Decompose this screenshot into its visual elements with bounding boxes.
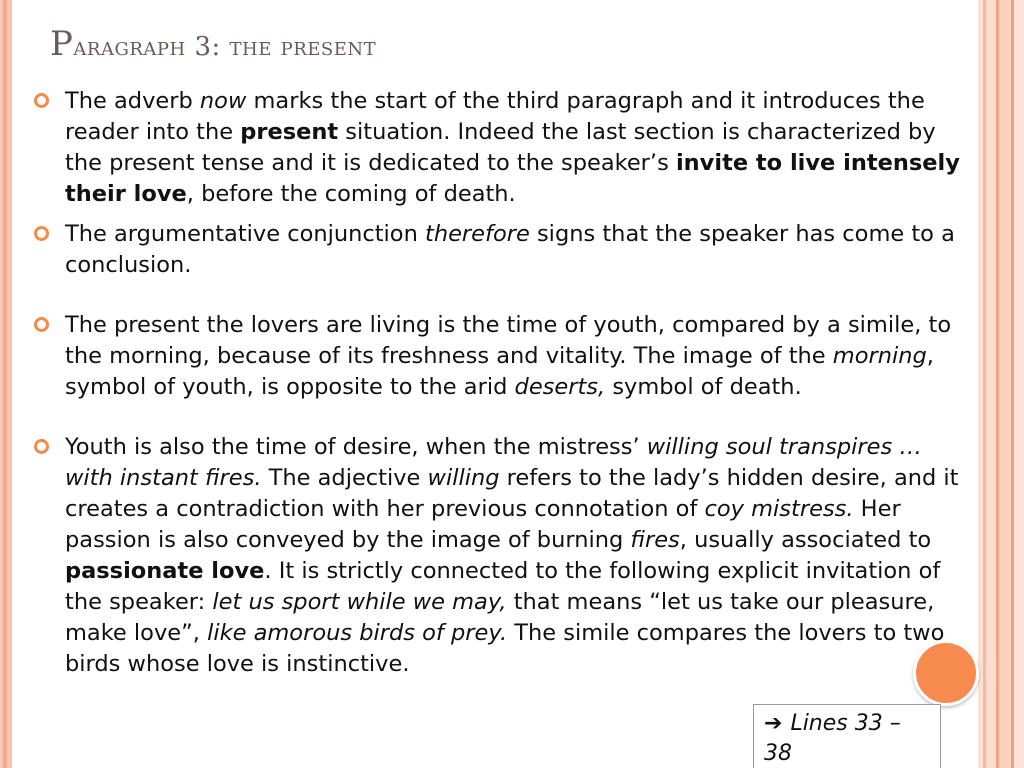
italic-run: like amorous birds of prey. bbox=[207, 620, 508, 646]
text-run: The present the lovers are living is the time of youth, compared by a simile, to the morning, because of its freshness and vitality. The image of the bbox=[65, 312, 952, 369]
italic-run: fires bbox=[630, 527, 680, 553]
text-run: that means “let us take our pleasure, make love”, bbox=[65, 589, 935, 646]
text-run: signs that the speaker has come to a conclusion. bbox=[65, 221, 955, 278]
text-run: Youth is also the time of desire, when the mistress’ bbox=[65, 434, 647, 460]
right-arrow-icon: ➔ bbox=[764, 711, 783, 736]
italic-run: willing soul transpires … with instant fires. bbox=[65, 434, 922, 491]
ring-bullet-icon bbox=[34, 439, 49, 454]
text-run: situation. Indeed the last section is characterized by the present tense and it is dedicated to the speaker’s bbox=[65, 119, 936, 176]
slide-title bbox=[50, 24, 376, 64]
ring-bullet-icon bbox=[34, 226, 49, 241]
ring-bullet-icon bbox=[34, 93, 49, 108]
bullet-text bbox=[65, 221, 955, 278]
text-run: , before the coming of death. bbox=[186, 181, 516, 207]
text-run: symbol of death. bbox=[605, 374, 802, 400]
bold-run: present bbox=[240, 119, 339, 145]
text-run: The argumentative conjunction bbox=[65, 221, 425, 247]
text-run: marks the start of the third paragraph and it introduces the reader into the bbox=[65, 88, 925, 145]
text-run: The simile compares the lovers to two birds whose love is instinctive. bbox=[65, 620, 945, 677]
bold-run: invite to live intensely their love bbox=[65, 150, 960, 207]
text-run: , usually associated to bbox=[679, 527, 932, 553]
ring-bullet-icon bbox=[34, 317, 49, 332]
italic-run: now bbox=[199, 88, 247, 114]
title-rest: aragraph 3: the present bbox=[73, 32, 377, 62]
bullet-text bbox=[65, 88, 960, 207]
italic-run: therefore bbox=[425, 221, 530, 247]
bold-run: passionate love bbox=[65, 558, 265, 584]
title-first-letter: P bbox=[50, 24, 74, 64]
bullet-item bbox=[34, 219, 974, 281]
bullet-text bbox=[65, 434, 959, 677]
right-decorative-bands bbox=[978, 0, 1024, 768]
text-run: . It is strictly connected to the following explicit invitation of the speaker: bbox=[65, 558, 941, 615]
right-band bbox=[1014, 0, 1024, 768]
bullet-list bbox=[34, 86, 974, 680]
text-run: The adjective bbox=[261, 465, 428, 491]
italic-run: morning bbox=[832, 343, 927, 369]
right-band bbox=[986, 0, 996, 768]
left-decorative-stripe bbox=[0, 0, 12, 768]
italic-run: willing bbox=[427, 465, 500, 491]
left-stripe-line bbox=[3, 0, 7, 768]
text-run: The adverb bbox=[65, 88, 200, 114]
bullet-item bbox=[34, 86, 974, 210]
lines-reference-box bbox=[753, 704, 941, 768]
italic-run: deserts, bbox=[514, 374, 606, 400]
bullet-item bbox=[34, 432, 974, 680]
orange-circle-decoration bbox=[913, 640, 979, 706]
bullet-text bbox=[65, 312, 951, 400]
text-run: refers to the lady’s hidden desire, and it creates a contradiction with her previous connotation of bbox=[65, 465, 959, 522]
right-band bbox=[999, 0, 1011, 768]
bullet-item bbox=[34, 310, 974, 403]
italic-run: coy mistress. bbox=[704, 496, 854, 522]
text-run: , symbol of youth, is opposite to the arid bbox=[65, 343, 934, 400]
italic-run: let us sport while we may, bbox=[212, 589, 507, 615]
lines-reference-label: Lines 33 – 38 bbox=[764, 711, 901, 766]
text-run: Her passion is also conveyed by the image of burning bbox=[65, 496, 901, 553]
